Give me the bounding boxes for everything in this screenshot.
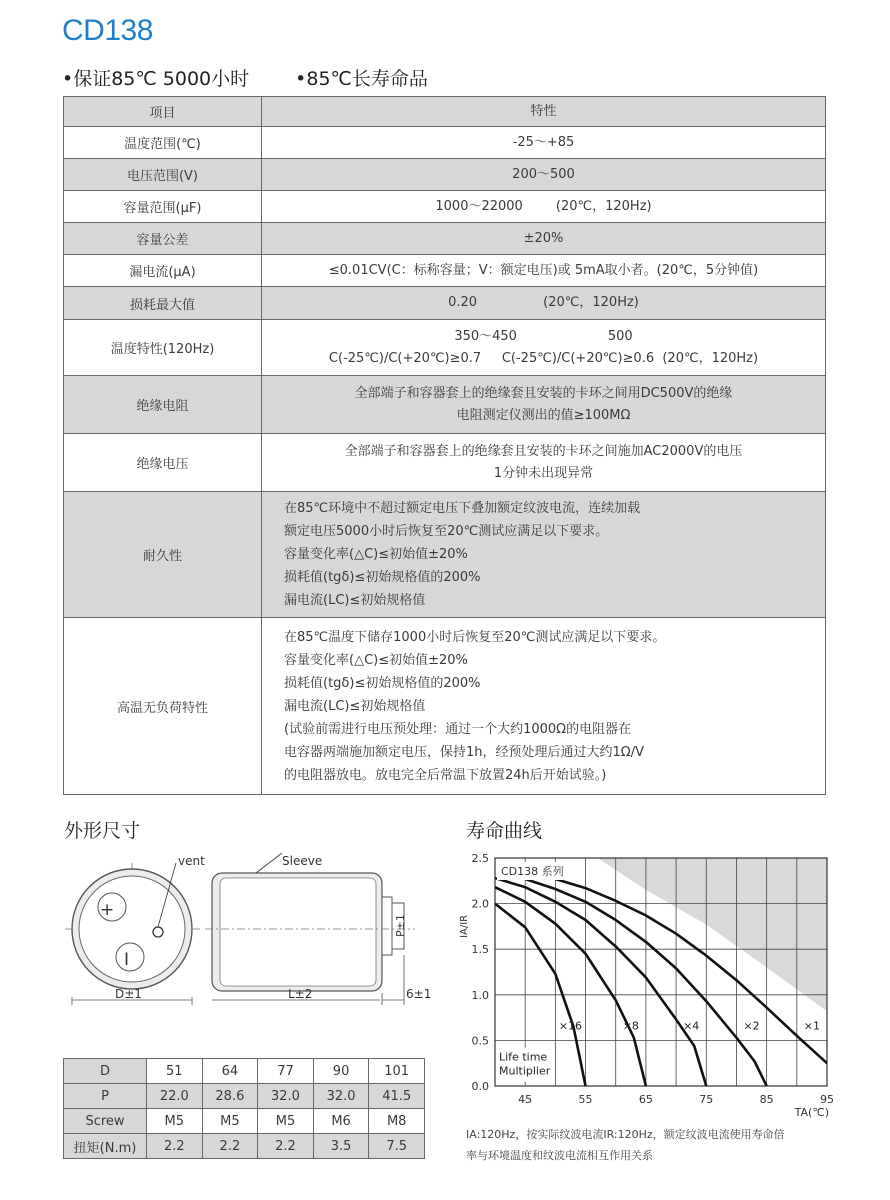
spec-value-line: 电容器两端施加额定电压，保持1h，经预处理后通过大约1Ω/V <box>284 744 644 760</box>
p-dimension-label: P±1 <box>394 914 407 937</box>
spec-value-line: 漏电流(LC)≤初始规格值 <box>284 698 426 714</box>
minus-terminal-label: I <box>124 950 130 970</box>
spec-value-line: 在85℃温度下储存1000小时后恢复至20℃测试应满足以下要求。 <box>284 629 666 645</box>
series-label: ×2 <box>743 1019 760 1033</box>
dim-cell: 22.0 <box>147 1084 203 1109</box>
dim-row <box>64 1059 425 1084</box>
spec-row <box>64 492 826 618</box>
spec-value-line: 的电阻器放电。放电完全后常温下放置24h后开始试验。) <box>284 767 607 783</box>
spec-table <box>63 96 826 795</box>
dim-cell: 32.0 <box>258 1084 314 1109</box>
dim-cell: 77 <box>258 1059 314 1084</box>
x-axis-label: TA(℃) <box>794 1106 829 1119</box>
spec-value-line: 容量变化率(△C)≤初始值±20% <box>284 547 468 562</box>
x-tick-label: 55 <box>578 1093 593 1106</box>
spec-key: 温度特性(120Hz) <box>64 320 262 376</box>
spec-value: 1000～22000 (20℃，120Hz) <box>262 191 826 223</box>
dim-row <box>64 1109 425 1134</box>
spec-value <box>262 618 826 795</box>
dim-cell: 7.5 <box>369 1134 425 1159</box>
spec-key: 容量公差 <box>64 223 262 255</box>
spec-value-line: 350～450 500 <box>454 328 633 344</box>
dim-cell: 28.6 <box>202 1084 258 1109</box>
spec-value: 0.20 (20℃，120Hz) <box>262 287 826 320</box>
end-view <box>65 854 205 1005</box>
spec-value-line: 额定电压5000小时后恢复至20℃测试应满足以下要求。 <box>284 524 609 539</box>
feature-bullet-1: •保证85℃ 5000小时 <box>62 68 250 90</box>
spec-value-line: (试验前需进行电压预处理：通过一个大约1000Ω的电阻器在 <box>284 721 632 737</box>
spec-table-header <box>64 97 826 127</box>
spec-value <box>262 434 826 492</box>
side-view <box>205 853 431 1005</box>
life-note-line: 率与环境温度和纹波电流相互作用关系 <box>466 1149 653 1162</box>
dim-cell: 41.5 <box>369 1084 425 1109</box>
spec-value-line: 1分钟未出现异常 <box>493 465 594 481</box>
dim-cell: M5 <box>147 1109 203 1134</box>
spec-row <box>64 159 826 191</box>
x-tick-label: 95 <box>820 1093 834 1106</box>
y-tick-label: 0.0 <box>471 1080 489 1093</box>
sleeve-label: Sleeve <box>282 854 323 868</box>
spec-key: 高温无负荷特性 <box>64 618 262 795</box>
spec-row <box>64 287 826 320</box>
spec-value: 200～500 <box>262 159 826 191</box>
dimension-section-title: 外形尺寸 <box>64 820 141 842</box>
y-tick-label: 2.0 <box>471 897 489 911</box>
d-dimension-label: D±1 <box>115 987 142 1001</box>
x-tick-label: 75 <box>699 1093 714 1106</box>
spec-row <box>64 434 826 492</box>
y-tick-label: 0.5 <box>471 1034 489 1048</box>
x-tick-label: 65 <box>638 1093 653 1106</box>
dim-cell: 51 <box>147 1059 203 1084</box>
dim-cell: 90 <box>313 1059 369 1084</box>
dim-cell: 2.2 <box>202 1134 258 1159</box>
spec-value-line: 在85℃环境中不超过额定电压下叠加额定纹波电流，连续加载 <box>284 501 641 516</box>
spec-key: 温度范围(℃) <box>64 127 262 159</box>
y-axis-label: IA/IR <box>459 914 470 938</box>
chart-title: CD138 系列 <box>501 865 564 878</box>
spec-key: 损耗最大值 <box>64 287 262 320</box>
plus-terminal-label: + <box>100 900 115 920</box>
spec-value-line: 全部端子和容器套上的绝缘套且安装的卡环之间施加AC2000V的电压 <box>344 443 743 459</box>
series-label: ×16 <box>558 1019 583 1033</box>
spec-value-line: 电阻测定仪测出的值≥100MΩ <box>456 407 631 423</box>
x-tick-label: 45 <box>518 1093 533 1106</box>
spec-row <box>64 223 826 255</box>
spec-value-line: 全部端子和容器套上的绝缘套且安装的卡环之间用DC500V的绝缘 <box>354 385 733 401</box>
spec-value: ≤0.01CV(C：标称容量；V：额定电压)或 5mA取小者。(20℃，5分钟值) <box>262 255 826 287</box>
dim-cell: 64 <box>202 1059 258 1084</box>
spec-value-line: 损耗值(tgδ)≤初始规格值的200% <box>284 570 481 585</box>
spec-value-line: 容量变化率(△C)≤初始值±20% <box>284 652 468 668</box>
spec-head-prop: 特性 <box>262 97 826 127</box>
dim-head: D <box>64 1059 147 1084</box>
dim-cell: M5 <box>258 1109 314 1134</box>
spec-value <box>262 376 826 434</box>
life-curve-chart <box>440 845 860 1125</box>
spec-row <box>64 618 826 795</box>
series-label: ×1 <box>803 1019 821 1033</box>
outline-drawing <box>60 845 440 1015</box>
feature-bullets <box>62 64 468 91</box>
dimension-table <box>63 1058 425 1159</box>
y-tick-label: 2.5 <box>471 852 489 865</box>
life-section-title: 寿命曲线 <box>466 820 543 842</box>
life-note-line: IA:120Hz，按实际纹波电流IR:120Hz，额定纹波电流使用寿命倍 <box>466 1128 785 1141</box>
spec-key: 电压范围(V) <box>64 159 262 191</box>
spec-key: 漏电流(μA) <box>64 255 262 287</box>
life-note <box>466 1124 846 1166</box>
dim-cell: 3.5 <box>313 1134 369 1159</box>
dim-row <box>64 1134 425 1159</box>
y-tick-label: 1.5 <box>471 943 489 957</box>
dim-cell: 32.0 <box>313 1084 369 1109</box>
spec-row <box>64 376 826 434</box>
dim-cell: 2.2 <box>147 1134 203 1159</box>
spec-key: 绝缘电阻 <box>64 376 262 434</box>
dim-cell: M5 <box>202 1109 258 1134</box>
spec-value: -25～+85 <box>262 127 826 159</box>
spec-row <box>64 127 826 159</box>
x-tick-label: 85 <box>759 1093 774 1106</box>
spec-value <box>262 492 826 618</box>
spec-row <box>64 320 826 376</box>
spec-key: 绝缘电压 <box>64 434 262 492</box>
dim-cell: 2.2 <box>258 1134 314 1159</box>
y-tick-label: 1.0 <box>471 988 489 1002</box>
six-dimension-label: 6±1 <box>406 987 432 1001</box>
shaded-region <box>598 858 827 1011</box>
spec-head-item: 项目 <box>64 97 262 127</box>
dim-head: Screw <box>64 1109 147 1134</box>
dim-row <box>64 1084 425 1109</box>
dim-head: 扭矩(N.m) <box>64 1134 147 1159</box>
spec-value <box>262 320 826 376</box>
spec-row <box>64 191 826 223</box>
spec-value-line: 漏电流(LC)≤初始规格值 <box>284 593 426 608</box>
dim-cell: M6 <box>313 1109 369 1134</box>
product-title: CD138 <box>62 14 153 47</box>
feature-bullet-2: •85℃长寿命品 <box>295 68 428 90</box>
spec-row <box>64 255 826 287</box>
spec-value-line: C(-25℃)/C(+20℃)≥0.7 C(-25℃)/C(+20℃)≥0.6 (20℃，120Hz) <box>328 350 759 366</box>
multiplier-label: Multiplier <box>499 1064 551 1078</box>
spec-key: 容量范围(μF) <box>64 191 262 223</box>
series-label: ×8 <box>622 1019 639 1033</box>
series-label: ×4 <box>683 1019 700 1033</box>
dim-head: P <box>64 1084 147 1109</box>
dim-cell: 101 <box>369 1059 425 1084</box>
spec-value-line: 损耗值(tgδ)≤初始规格值的200% <box>284 675 481 691</box>
spec-key: 耐久性 <box>64 492 262 618</box>
vent-label: vent <box>178 854 205 868</box>
dim-cell: M8 <box>369 1109 425 1134</box>
l-dimension-label: L±2 <box>288 987 313 1001</box>
spec-value: ±20% <box>262 223 826 255</box>
multiplier-label: Life time <box>499 1050 548 1064</box>
